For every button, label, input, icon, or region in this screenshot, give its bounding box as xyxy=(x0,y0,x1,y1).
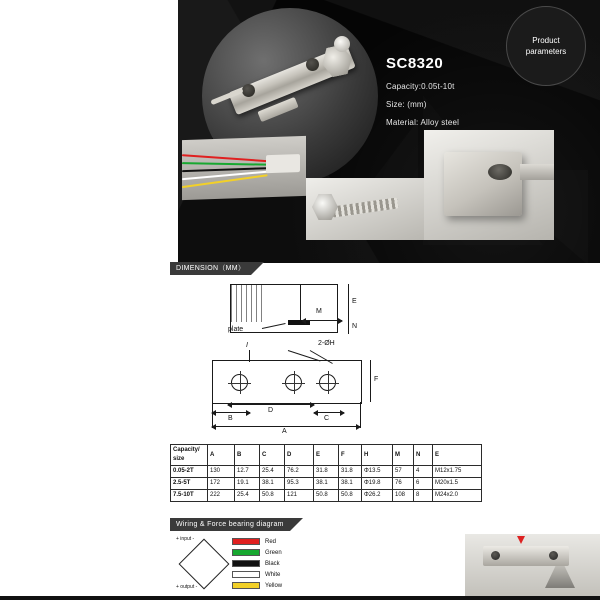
photo-cable-wires xyxy=(182,136,306,200)
th-A: A xyxy=(208,445,235,466)
swatch-green-icon xyxy=(232,549,260,556)
cell-E2: M20x1.5 xyxy=(433,478,482,490)
spec-size: Size: (mm) xyxy=(386,100,427,109)
th-B: B xyxy=(235,445,260,466)
cell-E: 31.8 xyxy=(314,466,339,478)
swatch-red-icon xyxy=(232,538,260,545)
label-E: E xyxy=(352,298,357,305)
hero-banner xyxy=(178,0,600,263)
badge-line-1: Product xyxy=(532,36,560,45)
cell-F: 38.1 xyxy=(339,478,362,490)
dimension-drawing xyxy=(0,276,600,436)
photo-threaded-stud xyxy=(306,178,424,240)
cell-E2: M12x1.75 xyxy=(433,466,482,478)
label-B: B xyxy=(228,415,233,422)
wire-red xyxy=(182,154,268,162)
force-arrow-icon xyxy=(517,536,525,544)
bridge-diamond xyxy=(179,539,230,590)
cell-F: 50.8 xyxy=(339,490,362,502)
ext-line xyxy=(212,402,213,428)
cell-C: 50.8 xyxy=(260,490,285,502)
badge-line-2: parameters xyxy=(525,47,567,56)
th-F: F xyxy=(339,445,362,466)
bridge-input-label: + input - xyxy=(176,536,195,542)
dim-D-line xyxy=(228,404,314,405)
side-view xyxy=(230,284,338,324)
wiring-diagram xyxy=(170,534,440,596)
centerline-h xyxy=(316,383,339,384)
swatch-yellow-icon xyxy=(232,582,260,589)
legend-item xyxy=(232,558,352,569)
hole-left xyxy=(231,374,248,391)
legend-item xyxy=(232,569,352,580)
cell-D: 76.2 xyxy=(285,466,314,478)
dim-F-extension xyxy=(370,360,371,402)
cell-capacity: 2.5-5T xyxy=(171,478,208,490)
th-C: C xyxy=(260,445,285,466)
table-header-row xyxy=(171,445,482,466)
th-capacity: Capacity/ size xyxy=(171,445,208,466)
table-row xyxy=(171,466,482,478)
label-I-leader xyxy=(249,350,250,362)
threaded-bore xyxy=(488,164,512,180)
dim-N-extension xyxy=(348,322,349,334)
label-D: D xyxy=(268,407,274,414)
label-plate: plate xyxy=(228,326,244,333)
label-A: A xyxy=(282,428,287,435)
force-bearing-photo xyxy=(465,534,600,596)
cell-B: 19.1 xyxy=(235,478,260,490)
product-model: SC8320 xyxy=(386,55,444,72)
mount-hole xyxy=(491,551,500,560)
block-tail xyxy=(520,164,554,180)
label-M: M xyxy=(316,308,322,315)
hatched-region xyxy=(231,285,263,323)
section-header-wiring: Wiring & Force bearing diagram xyxy=(170,518,290,531)
legend-label: Red xyxy=(265,538,277,545)
ext-line xyxy=(360,402,361,428)
th-N: N xyxy=(414,445,433,466)
label-2-phi-H: 2-ØH xyxy=(318,340,335,347)
cell-N: 8 xyxy=(414,490,433,502)
dimension-table xyxy=(170,444,482,502)
cell-B: 12.7 xyxy=(235,466,260,478)
dim-B-line xyxy=(212,412,250,413)
hole-middle xyxy=(285,374,302,391)
legend-item xyxy=(232,536,352,547)
dim-C-line xyxy=(314,412,344,413)
label-C: C xyxy=(324,415,330,422)
cell-C: 25.4 xyxy=(260,466,285,478)
spec-capacity: Capacity:0.05t-10t xyxy=(386,82,455,91)
cell-D: 95.3 xyxy=(285,478,314,490)
cell-A: 130 xyxy=(208,466,235,478)
load-cell-hole xyxy=(242,84,255,97)
photo-load-cell-block xyxy=(424,130,554,240)
wire-green xyxy=(182,162,268,166)
support-foot xyxy=(545,566,575,588)
cell-H: Φ26.2 xyxy=(362,490,393,502)
swatch-white-icon xyxy=(232,571,260,578)
table-row xyxy=(171,490,482,502)
legend-label: Yellow xyxy=(265,582,283,589)
bridge-output-label: + output - xyxy=(176,584,198,590)
th-D: D xyxy=(285,445,314,466)
label-F: F xyxy=(374,376,379,383)
legend-label: Black xyxy=(265,560,280,567)
legend-item xyxy=(232,580,352,591)
bolt-head xyxy=(334,36,350,52)
cell-B: 25.4 xyxy=(235,490,260,502)
dim-M-line xyxy=(302,320,342,321)
th-M: M xyxy=(393,445,414,466)
wheatstone-bridge xyxy=(178,538,230,590)
cell-E2: M24x2.0 xyxy=(433,490,482,502)
centerline-h xyxy=(282,383,305,384)
th-H: H xyxy=(362,445,393,466)
cell-E: 50.8 xyxy=(314,490,339,502)
cell-D: 121 xyxy=(285,490,314,502)
spec-material: Material: Alloy steel xyxy=(386,118,460,127)
table-row xyxy=(171,478,482,490)
cell-F: 31.8 xyxy=(339,466,362,478)
load-cell-hole xyxy=(306,58,319,71)
dim-E-extension xyxy=(348,284,349,322)
cell-A: 222 xyxy=(208,490,235,502)
cell-C: 38.1 xyxy=(260,478,285,490)
section-header-dimension: DIMENSION（MM） xyxy=(170,262,251,275)
cable-connector xyxy=(266,154,300,173)
cell-capacity: 0.05-2T xyxy=(171,466,208,478)
cell-M: 57 xyxy=(393,466,414,478)
cell-H: Φ19.8 xyxy=(362,478,393,490)
cell-A: 172 xyxy=(208,478,235,490)
centerline-h xyxy=(228,383,251,384)
cell-N: 6 xyxy=(414,478,433,490)
wire-color-legend xyxy=(232,536,352,591)
legend-item xyxy=(232,547,352,558)
hole-right xyxy=(319,374,336,391)
cell-M: 108 xyxy=(393,490,414,502)
dim-A-line xyxy=(212,426,360,427)
threaded-shaft xyxy=(332,197,399,217)
cell-N: 4 xyxy=(414,466,433,478)
cell-capacity: 7.5-10T xyxy=(171,490,208,502)
legend-label: Green xyxy=(265,549,282,556)
label-I: I xyxy=(246,342,248,349)
th-E: E xyxy=(314,445,339,466)
label-N: N xyxy=(352,323,358,330)
th-E2: E xyxy=(433,445,482,466)
cell-M: 76 xyxy=(393,478,414,490)
bottom-divider xyxy=(0,596,600,600)
cell-E: 38.1 xyxy=(314,478,339,490)
cell-H: Φ13.5 xyxy=(362,466,393,478)
product-parameters-badge xyxy=(506,6,586,86)
legend-label: White xyxy=(265,571,281,578)
steel-block xyxy=(444,152,522,216)
top-view xyxy=(212,360,362,404)
mount-hole xyxy=(549,551,558,560)
swatch-black-icon xyxy=(232,560,260,567)
